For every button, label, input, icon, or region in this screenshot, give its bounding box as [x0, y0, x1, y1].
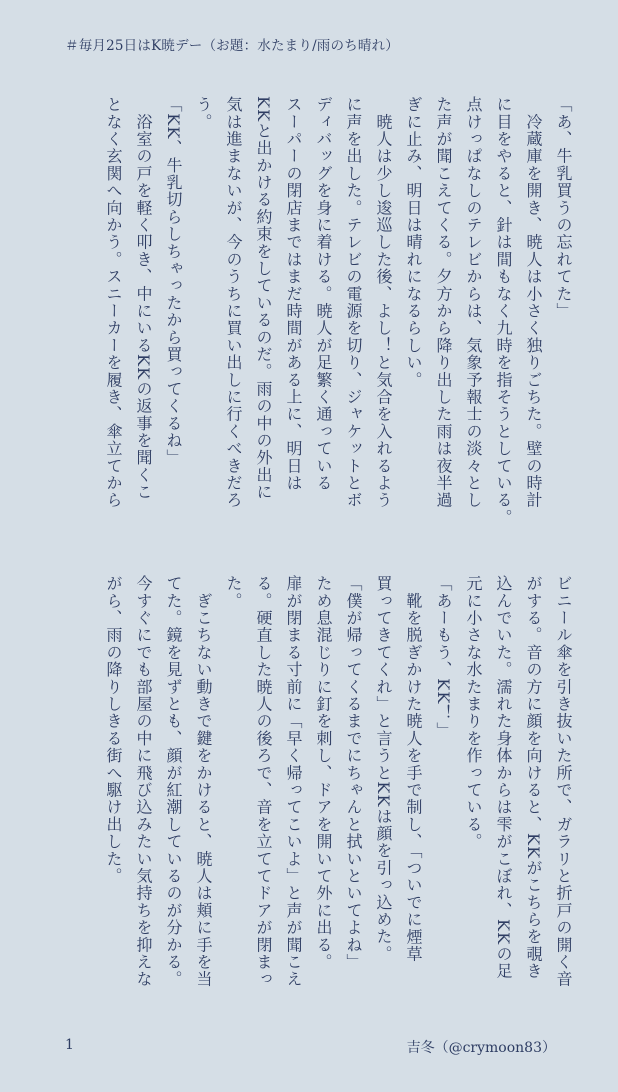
text-line: た。 — [224, 575, 243, 610]
text-line: 「僕が帰ってくるまでにちゃんと拭いといてよね」 — [344, 575, 363, 971]
text-line: スーパーの閉店まではまだ時間がある上に、明日は — [284, 96, 303, 492]
text-line: 「KK、牛乳切らしちゃったから買ってくるね」 — [164, 96, 183, 467]
text-line: 「あ、牛乳買うの忘れてた」 — [554, 96, 573, 320]
text-line: ビニール傘を引き抜いた所で、ガラリと折戸の開く音 — [554, 575, 573, 988]
text-line: 浴室の戸を軽く叩き、中にいるKKの返事を聞くこ — [134, 96, 153, 501]
text-line: に声を出した。テレビの電源を切り、ジャケットとボ — [344, 96, 363, 509]
text-line: 今すぐにでも部屋の中に飛び込みたい気持ちを抑えな — [134, 575, 153, 988]
text-line: に目をやると、針は間もなく九時を指そうとしている。 — [494, 96, 513, 526]
text-line: る。硬直した暁人の後ろで、音を立ててドアが閉まっ — [254, 575, 273, 988]
text-line: 靴を脱ぎかけた暁人を手で制し、「ついでに煙草 — [404, 575, 423, 963]
text-line: 扉が閉まる寸前に「早く帰ってこいよ」と声が聞こえ — [284, 575, 303, 988]
text-line: ディバッグを身に着ける。暁人が足繁く通っている — [314, 96, 333, 492]
page-number: 1 — [65, 1037, 74, 1053]
text-line: ため息混じりに釘を刺し、ドアを開いて外に出る。 — [314, 575, 333, 971]
text-line: となく玄関へ向かう。スニーカーを履き、傘立てから — [104, 96, 123, 509]
text-line: 「あーもう、KK！」 — [434, 575, 453, 739]
text-line: 込んでいた。濡れた身体からは雫がこぼれ、KKの足 — [494, 575, 513, 980]
text-line: ぎに止み、明日は晴れになるらしい。 — [404, 96, 423, 389]
text-line: てた。鏡を見ずとも、顔が紅潮しているのが分かる。 — [164, 575, 183, 988]
text-line: う。 — [194, 96, 213, 131]
text-line: 暁人は少し逡巡した後、よし！と気合を入れるよう — [374, 96, 393, 509]
page-header-title: ＃毎月25日はK暁デー（お題：水たまり/雨のち晴れ） — [65, 38, 400, 54]
text-line: がする。音の方に顔を向けると、KKがこちらを覗き — [524, 575, 543, 980]
text-line: ぎこちない動きで鍵をかけると、暁人は頬に手を当 — [194, 575, 213, 988]
text-line: がら、雨の降りしきる街へ駆け出した。 — [104, 575, 123, 885]
text-line: KKと出かける約束をしているのだ。雨の中の外出に — [254, 96, 273, 501]
text-line: 元に小さな水たまりを作っている。 — [464, 575, 483, 851]
text-line: た声が聞こえてくる。夕方から降り出した雨は夜半過 — [434, 96, 453, 509]
text-line: 点けっぱなしのテレビからは、気象予報士の淡々とし — [464, 96, 483, 509]
author-credit: 吉冬（@crymoon83） — [406, 1040, 556, 1056]
text-line: 気は進まないが、今のうちに買い出しに行くべきだろ — [224, 96, 243, 509]
text-block-lower — [72, 575, 578, 1015]
text-block-upper — [72, 96, 578, 536]
text-line: 冷蔵庫を開き、暁人は小さく独りごちた。壁の時計 — [524, 96, 543, 509]
text-line: 買ってきてくれ」と言うとKKは顔を引っ込めた。 — [374, 575, 393, 963]
